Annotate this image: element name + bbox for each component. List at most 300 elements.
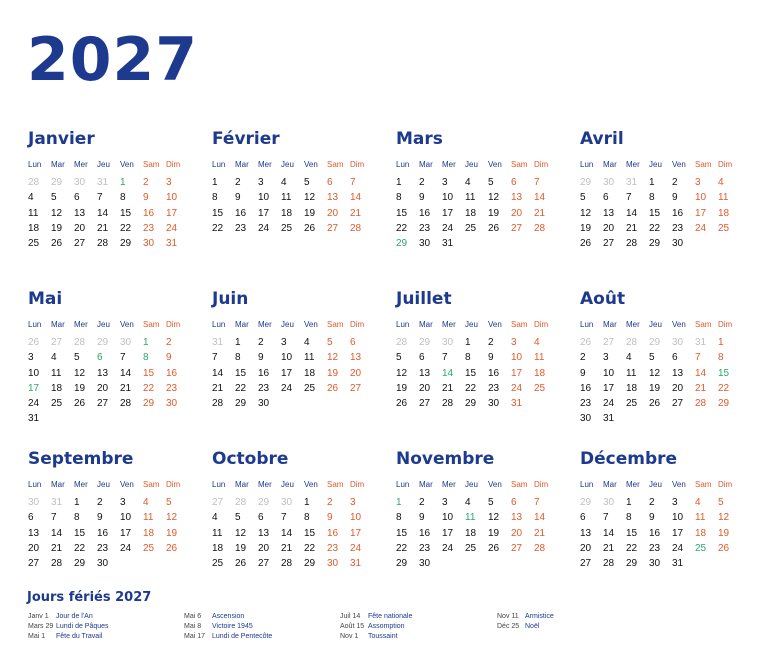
day: 19 — [304, 207, 316, 219]
day: 5 — [166, 497, 172, 508]
day: 16 — [327, 527, 339, 539]
holiday-date: Mars 29 — [28, 623, 54, 630]
day: 7 — [534, 497, 540, 508]
prev-month-day: 30 — [603, 497, 615, 508]
day: 22 — [304, 542, 316, 554]
day: 22 — [396, 222, 408, 234]
month-calendar — [580, 128, 748, 251]
month-name: Juillet — [396, 289, 452, 309]
day: 18 — [212, 542, 224, 554]
weekday-label: Jeu — [281, 160, 294, 169]
day: 15 — [74, 527, 86, 539]
holiday-item — [184, 632, 272, 642]
day: 15 — [396, 207, 408, 219]
day: 5 — [327, 337, 333, 348]
day: 13 — [258, 527, 270, 539]
day: 2 — [649, 497, 655, 508]
day: 6 — [511, 497, 517, 508]
day: 27 — [419, 398, 431, 410]
days-grid — [580, 175, 748, 251]
day: 6 — [28, 512, 34, 524]
day: 16 — [258, 367, 270, 379]
day: 15 — [143, 367, 155, 379]
day: 4 — [465, 497, 471, 508]
day: 28 — [281, 558, 293, 570]
day: 11 — [718, 192, 729, 204]
day: 24 — [281, 382, 293, 394]
day: 2 — [258, 337, 264, 348]
day: 17 — [350, 527, 362, 539]
weekday-label: Mar — [235, 320, 249, 329]
day: 10 — [281, 352, 293, 364]
month-calendar — [396, 128, 564, 251]
day: 24 — [442, 222, 454, 234]
prev-month-day: 30 — [603, 177, 615, 188]
weekday-label: Dim — [718, 480, 733, 489]
day: 15 — [235, 367, 247, 379]
day: 6 — [419, 352, 425, 364]
holiday-date: Mai 8 — [184, 623, 202, 630]
day: 30 — [419, 558, 431, 570]
day: 21 — [534, 207, 546, 219]
day: 23 — [327, 542, 339, 554]
day: 20 — [28, 542, 40, 554]
day: 9 — [419, 192, 425, 204]
weekday-header — [212, 478, 380, 491]
day: 2 — [97, 497, 103, 508]
day: 14 — [603, 527, 615, 539]
day: 26 — [51, 238, 63, 250]
day: 4 — [28, 192, 34, 204]
day: 5 — [51, 192, 57, 204]
day: 14 — [97, 207, 109, 219]
prev-month-day: 29 — [258, 497, 270, 508]
day: 8 — [74, 512, 80, 524]
days-grid — [396, 175, 564, 251]
day: 7 — [212, 352, 218, 364]
day: 11 — [465, 192, 476, 204]
day: 19 — [396, 382, 408, 394]
day: 26 — [304, 222, 316, 234]
day: 10 — [166, 192, 178, 204]
day: 3 — [28, 352, 34, 364]
day: 13 — [350, 352, 362, 364]
day: 12 — [166, 512, 178, 524]
weekday-label: Sam — [143, 160, 160, 169]
day: 28 — [212, 398, 224, 410]
day: 23 — [672, 222, 684, 234]
day: 14 — [350, 192, 362, 204]
day: 12 — [235, 527, 247, 539]
day: 9 — [580, 367, 586, 379]
day: 27 — [350, 382, 362, 394]
day: 21 — [51, 542, 63, 554]
day: 16 — [97, 527, 109, 539]
day: 17 — [442, 527, 454, 539]
day: 16 — [143, 207, 155, 219]
holiday-date: Juil 14 — [340, 613, 361, 620]
weekday-header — [580, 318, 748, 331]
day: 28 — [626, 238, 638, 250]
day: 25 — [51, 398, 63, 410]
month-calendar — [396, 288, 564, 411]
weekday-label: Jeu — [97, 160, 110, 169]
day: 28 — [603, 558, 615, 570]
holiday-name: Toussaint — [368, 633, 398, 640]
day: 16 — [166, 367, 178, 379]
day: 29 — [626, 558, 638, 570]
weekday-header — [396, 478, 564, 491]
weekday-header — [580, 478, 748, 491]
day: 20 — [350, 367, 362, 379]
day: 6 — [350, 337, 356, 348]
day: 3 — [511, 337, 517, 348]
day: 2 — [143, 177, 149, 188]
day: 12 — [488, 512, 500, 524]
day: 8 — [235, 352, 241, 364]
weekday-label: Mar — [419, 320, 433, 329]
day: 28 — [534, 542, 546, 554]
day: 2 — [419, 177, 425, 188]
day: 16 — [649, 527, 661, 539]
day: 26 — [488, 542, 500, 554]
day: 7 — [603, 512, 609, 524]
day: 3 — [281, 337, 287, 348]
weekday-label: Ven — [488, 160, 502, 169]
day: 13 — [28, 527, 40, 539]
weekday-label: Dim — [718, 320, 733, 329]
day: 15 — [649, 207, 661, 219]
day: 21 — [212, 382, 224, 394]
day: 22 — [718, 382, 730, 394]
day: 19 — [488, 527, 500, 539]
day: 29 — [304, 558, 316, 570]
weekday-label: Mar — [603, 320, 617, 329]
holiday-day: 8 — [143, 352, 149, 364]
weekday-label: Mer — [74, 320, 88, 329]
day: 23 — [166, 382, 178, 394]
holiday-day: 17 — [28, 382, 40, 394]
day: 7 — [120, 352, 126, 364]
day: 29 — [143, 398, 155, 410]
day: 18 — [626, 382, 638, 394]
weekday-label: Mer — [626, 480, 640, 489]
holiday-day: 25 — [695, 542, 707, 554]
day: 23 — [143, 222, 155, 234]
weekday-label: Jeu — [97, 320, 110, 329]
day: 25 — [465, 542, 477, 554]
month-name: Octobre — [212, 449, 289, 469]
weekday-label: Dim — [350, 480, 365, 489]
holiday-column — [340, 612, 412, 642]
day: 7 — [626, 192, 632, 204]
day: 28 — [442, 398, 454, 410]
day: 16 — [488, 367, 500, 379]
weekday-label: Ven — [672, 320, 686, 329]
weekday-header — [28, 318, 196, 331]
day: 9 — [97, 512, 103, 524]
day: 16 — [419, 527, 431, 539]
day: 20 — [672, 382, 684, 394]
prev-month-day: 28 — [626, 337, 638, 348]
weekday-label: Lun — [212, 160, 226, 169]
prev-month-day: 29 — [580, 497, 592, 508]
day: 17 — [166, 207, 178, 219]
day: 30 — [672, 238, 684, 250]
day: 9 — [166, 352, 172, 364]
month-name: Août — [580, 289, 626, 309]
day: 22 — [120, 222, 132, 234]
holiday-name: Armistice — [525, 613, 554, 620]
holiday-item — [340, 622, 412, 632]
day: 20 — [97, 382, 109, 394]
weekday-label: Lun — [580, 320, 594, 329]
prev-month-day: 31 — [626, 177, 638, 188]
day: 5 — [304, 177, 310, 188]
holiday-date: Janv 1 — [28, 613, 49, 620]
day: 12 — [649, 367, 661, 379]
prev-month-day: 28 — [235, 497, 247, 508]
holiday-day: 15 — [718, 367, 730, 379]
day: 20 — [258, 542, 270, 554]
weekday-label: Sam — [143, 480, 160, 489]
day: 18 — [534, 367, 546, 379]
weekday-label: Ven — [488, 480, 502, 489]
day: 18 — [695, 527, 707, 539]
weekday-label: Dim — [534, 160, 549, 169]
day: 9 — [649, 512, 655, 524]
day: 9 — [488, 352, 494, 364]
days-grid — [396, 495, 564, 571]
day: 26 — [718, 542, 730, 554]
day: 13 — [580, 527, 592, 539]
prev-month-day: 30 — [28, 497, 40, 508]
days-grid — [212, 175, 380, 236]
day: 24 — [511, 382, 523, 394]
prev-month-day: 31 — [97, 177, 109, 188]
day: 3 — [672, 497, 678, 508]
weekday-label: Jeu — [649, 160, 662, 169]
day: 8 — [718, 352, 724, 364]
day: 12 — [580, 207, 592, 219]
weekday-label: Lun — [212, 320, 226, 329]
day: 13 — [511, 192, 523, 204]
day: 26 — [396, 398, 408, 410]
holiday-item — [28, 612, 109, 622]
day: 17 — [120, 527, 132, 539]
day: 7 — [281, 512, 287, 524]
day: 24 — [695, 222, 707, 234]
day: 14 — [51, 527, 63, 539]
day: 30 — [649, 558, 661, 570]
day: 14 — [120, 367, 132, 379]
day: 23 — [580, 398, 592, 410]
holiday-day: 1 — [143, 337, 149, 348]
day: 18 — [465, 207, 477, 219]
day: 18 — [28, 222, 40, 234]
day: 30 — [488, 398, 500, 410]
holiday-day: 11 — [465, 512, 476, 524]
holiday-date: Août 15 — [340, 623, 365, 630]
weekday-label: Sam — [327, 160, 344, 169]
weekday-label: Sam — [695, 320, 712, 329]
day: 26 — [649, 398, 661, 410]
day: 19 — [166, 527, 178, 539]
weekday-label: Sam — [695, 160, 712, 169]
weekday-label: Lun — [580, 160, 594, 169]
holiday-name: Lundi de Pentecôte — [212, 633, 273, 640]
day: 3 — [442, 497, 448, 508]
day: 17 — [511, 367, 523, 379]
day: 19 — [649, 382, 661, 394]
day: 15 — [465, 367, 477, 379]
month-calendar — [28, 288, 196, 427]
day: 4 — [718, 177, 724, 188]
holiday-name: Ascension — [212, 613, 245, 620]
month-calendar — [580, 448, 748, 571]
day: 22 — [626, 542, 638, 554]
weekday-label: Jeu — [281, 480, 294, 489]
day: 31 — [166, 238, 178, 250]
day: 21 — [603, 542, 615, 554]
month-name: Janvier — [28, 129, 95, 149]
holiday-name: Assomption — [368, 623, 405, 630]
day: 1 — [649, 177, 655, 188]
weekday-header — [396, 158, 564, 171]
day: 5 — [235, 512, 241, 524]
weekday-label: Sam — [511, 480, 528, 489]
day: 3 — [603, 352, 609, 364]
day: 10 — [672, 512, 684, 524]
day: 13 — [327, 192, 339, 204]
day: 25 — [534, 382, 546, 394]
holiday-column — [184, 612, 272, 642]
day: 9 — [235, 192, 241, 204]
weekday-label: Mer — [74, 160, 88, 169]
day: 8 — [396, 192, 402, 204]
day: 20 — [511, 207, 523, 219]
weekday-label: Mer — [74, 480, 88, 489]
day: 25 — [28, 238, 40, 250]
day: 3 — [442, 177, 448, 188]
month-name: Décembre — [580, 449, 678, 469]
day: 16 — [419, 207, 431, 219]
prev-month-day: 31 — [51, 497, 63, 508]
prev-month-day: 29 — [419, 337, 431, 348]
weekday-label: Dim — [534, 480, 549, 489]
day: 9 — [143, 192, 149, 204]
weekday-label: Mar — [51, 320, 65, 329]
day: 31 — [603, 413, 615, 425]
day: 12 — [718, 512, 730, 524]
month-name: Avril — [580, 129, 624, 149]
day: 1 — [626, 497, 632, 508]
days-grid — [28, 175, 196, 251]
weekday-label: Mar — [235, 160, 249, 169]
day: 5 — [488, 177, 494, 188]
weekday-label: Dim — [166, 320, 181, 329]
day: 24 — [258, 222, 270, 234]
day: 23 — [258, 382, 270, 394]
day: 20 — [327, 207, 339, 219]
day: 27 — [258, 558, 270, 570]
day: 21 — [695, 382, 707, 394]
day: 24 — [672, 542, 684, 554]
day: 2 — [327, 497, 333, 508]
day: 9 — [327, 512, 333, 524]
day: 1 — [396, 177, 402, 188]
prev-month-day: 30 — [74, 177, 86, 188]
day: 17 — [672, 527, 684, 539]
day: 23 — [419, 222, 431, 234]
holiday-day: 6 — [97, 352, 103, 364]
day: 21 — [350, 207, 362, 219]
day: 24 — [28, 398, 40, 410]
prev-month-day: 29 — [649, 337, 661, 348]
day: 13 — [419, 367, 431, 379]
day: 30 — [327, 558, 339, 570]
day: 28 — [350, 222, 362, 234]
weekday-label: Mer — [442, 160, 456, 169]
day: 8 — [120, 192, 126, 204]
prev-month-day: 31 — [695, 337, 707, 348]
day: 19 — [327, 367, 339, 379]
day: 11 — [28, 207, 39, 219]
day: 4 — [626, 352, 632, 364]
day: 20 — [419, 382, 431, 394]
day: 24 — [120, 542, 132, 554]
holiday-item — [497, 622, 554, 632]
day: 4 — [212, 512, 218, 524]
days-grid — [580, 335, 748, 427]
day: 8 — [465, 352, 471, 364]
weekday-label: Ven — [304, 320, 318, 329]
day: 23 — [488, 382, 500, 394]
day: 2 — [166, 337, 172, 348]
day: 30 — [258, 398, 270, 410]
month-calendar — [212, 448, 380, 571]
prev-month-day: 28 — [396, 337, 408, 348]
day: 16 — [580, 382, 592, 394]
day: 4 — [143, 497, 149, 508]
holiday-day: 1 — [396, 497, 402, 508]
weekday-label: Lun — [396, 480, 410, 489]
day: 18 — [281, 207, 293, 219]
day: 19 — [235, 542, 247, 554]
day: 10 — [442, 512, 454, 524]
weekday-label: Ven — [488, 320, 502, 329]
day: 28 — [51, 558, 63, 570]
holiday-date: Nov 11 — [497, 613, 519, 620]
day: 12 — [304, 192, 316, 204]
prev-month-day: 28 — [74, 337, 86, 348]
day: 22 — [465, 382, 477, 394]
day: 21 — [97, 222, 109, 234]
day: 17 — [695, 207, 707, 219]
day: 6 — [580, 512, 586, 524]
day: 11 — [695, 512, 706, 524]
day: 27 — [511, 222, 523, 234]
day: 10 — [258, 192, 270, 204]
holiday-item — [497, 612, 554, 622]
day: 14 — [281, 527, 293, 539]
weekday-label: Ven — [304, 160, 318, 169]
weekday-label: Mer — [626, 160, 640, 169]
day: 29 — [235, 398, 247, 410]
day: 28 — [534, 222, 546, 234]
day: 25 — [304, 382, 316, 394]
day: 7 — [51, 512, 57, 524]
